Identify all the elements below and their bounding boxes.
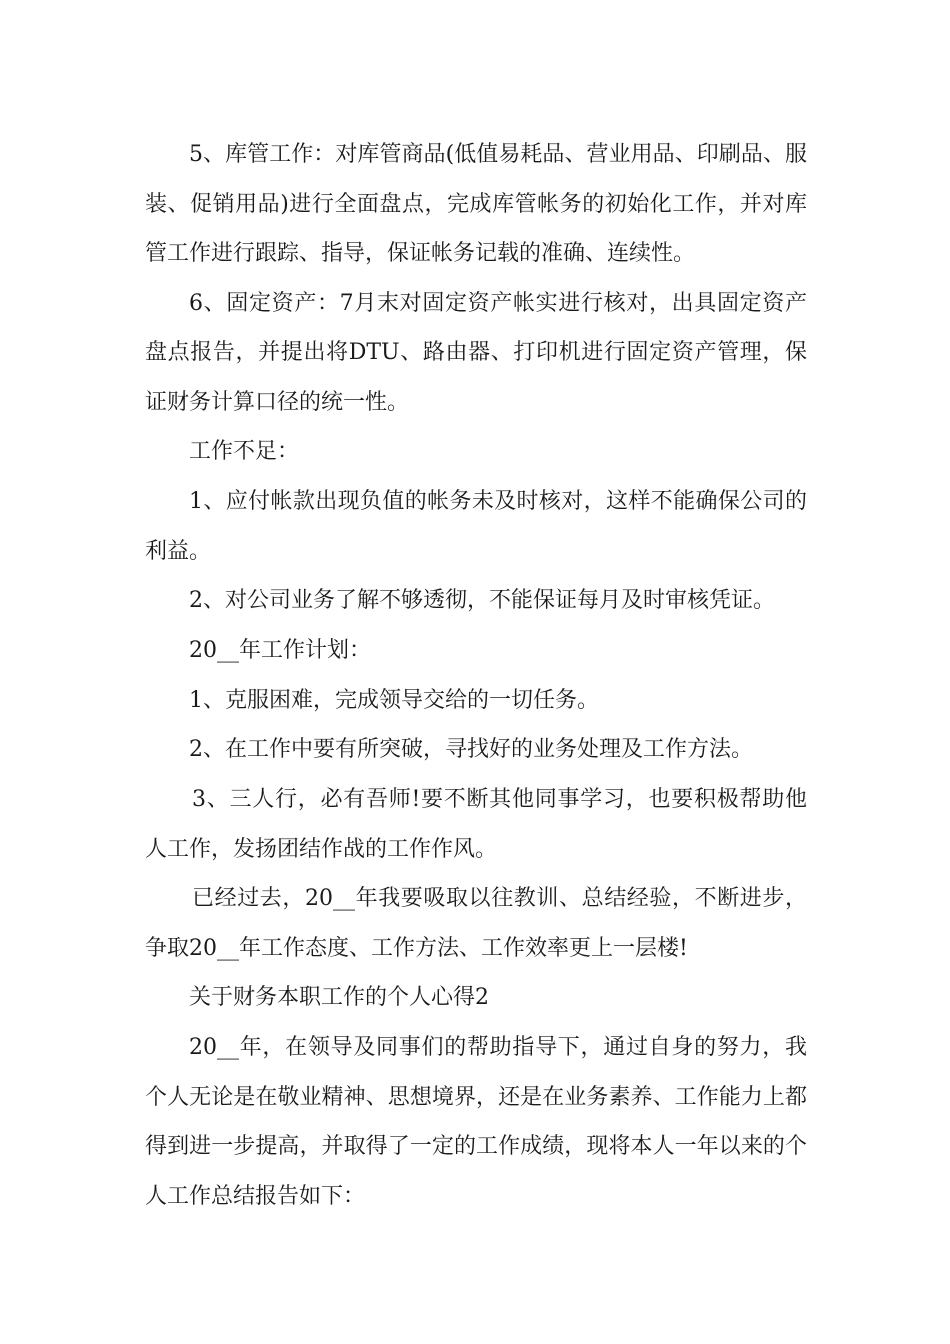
section-title: 关于财务本职工作的个人心得2 bbox=[189, 985, 489, 1011]
document-body bbox=[145, 130, 807, 1221]
paragraph-fixed-assets: 6、固定资产：7月末对固定资产帐实进行核对，出具固定资产盘点报告，并提出将DTU、路由器、打印机进行固定资产管理，保证财务计算口径的统一性。 bbox=[145, 290, 807, 415]
paragraph-plan-3: 3、三人行，必有吾师!要不断其他同事学习，也要积极帮助他人工作，发扬团结作战的工作作风。 bbox=[145, 787, 807, 862]
paragraph-plan-2: 2、在工作中要有所突破，寻找好的业务处理及工作方法。 bbox=[189, 737, 753, 763]
heading-work-plan: 20__年工作计划： bbox=[189, 637, 371, 663]
paragraph-intro: 20__年，在领导及同事们的帮助指导下，通过自身的努力，我个人无论是在敬业精神、思想境界，还是在业务素养、工作能力上都得到进一步提高，并取得了一定的工作成绩，现将本人一年以来的个人工作总结报告如下： bbox=[145, 1035, 807, 1209]
paragraph-shortcoming-1: 1、应付帐款出现负值的帐务未及时核对，这样不能确保公司的利益。 bbox=[145, 489, 807, 564]
paragraph-conclusion: 已经过去，20__年我要吸取以往教训、总结经验，不断进步，争取20__年工作态度、工作方法、工作效率更上一层楼! bbox=[145, 886, 807, 961]
paragraph-shortcoming-2: 2、对公司业务了解不够透彻，不能保证每月及时审核凭证。 bbox=[189, 588, 775, 614]
heading-shortcomings: 工作不足： bbox=[189, 439, 300, 465]
paragraph-plan-1: 1、克服困难，完成领导交给的一切任务。 bbox=[189, 687, 599, 713]
paragraph-inventory-work: 5、库管工作：对库管商品(低值易耗品、营业用品、印刷品、服装、促销用品)进行全面盘点，完成库管帐务的初始化工作，并对库管工作进行跟踪、指导，保证帐务记载的准确、连续性。 bbox=[145, 142, 807, 266]
